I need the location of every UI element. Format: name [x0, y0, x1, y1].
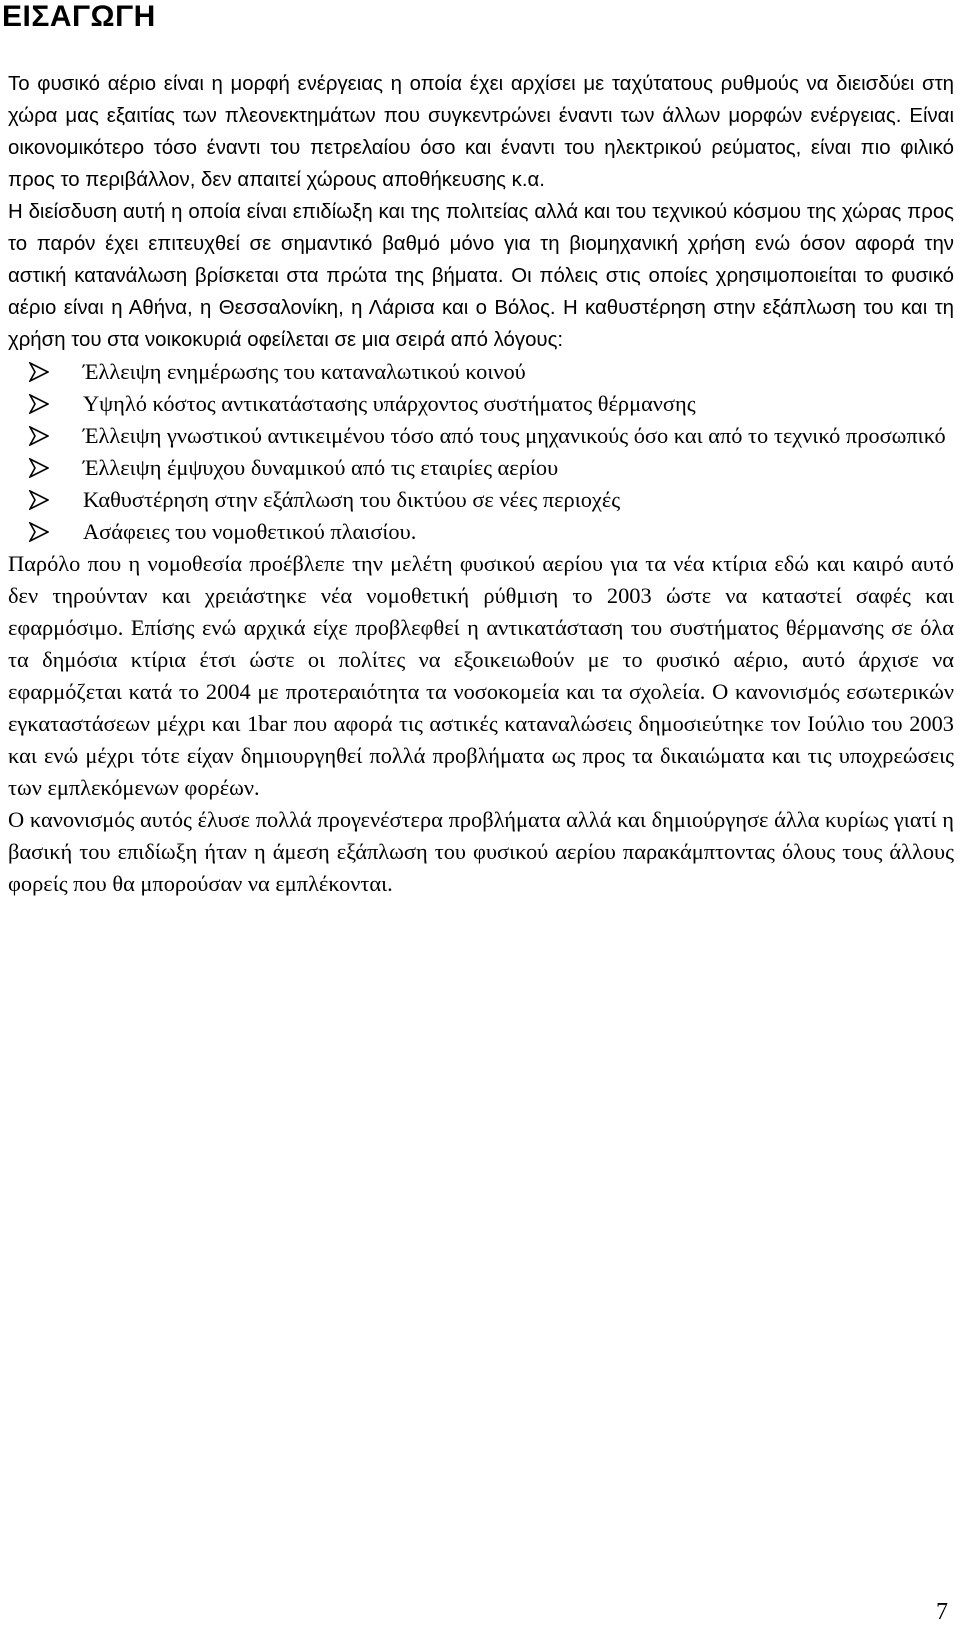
reasons-list	[8, 356, 954, 548]
arrowhead-bullet-icon	[29, 394, 49, 414]
list-item	[83, 452, 954, 484]
reason-text: Ασάφειες του νομοθετικού πλαισίου.	[83, 519, 417, 544]
document-body	[8, 68, 954, 900]
reason-text: Έλλειψη έμψυχου δυναμικού από τις εταιρίες αερίου	[83, 455, 559, 480]
regulation-paragraph: Ο κανονισμός αυτός έλυσε πολλά προγενέστερα προβλήματα αλλά και δημιούργησε άλλα κυρίως γιατί η βασική του επιδίωξη ήταν η άμεση εξάπλωση του φυσικού αερίου παρακάμπτοντας όλους τους άλλους φορείς που θα μπορούσαν να εμπλέκονται.	[8, 807, 954, 896]
arrowhead-bullet-icon	[29, 458, 49, 478]
penetration-paragraph: Η διείσδυση αυτή η οποία είναι επιδίωξη και της πολιτείας αλλά και του τεχνικού κόσμου της χώρας προς το παρόν έχει επιτευχθεί σε σημαντικό βαθμό μόνο για τη βιομηχανική χρήση ενώ όσον αφορά την αστική κατανάλωση βρίσκεται στα πρώτα της βήματα. Οι πόλεις στις οποίες χρησιμοποιείται το φυσικό αέριο είναι η Αθήνα, η Θεσσαλονίκη, η Λάρισα και ο Βόλος. Η καθυστέρηση στην εξάπλωση του και τη χρήση του στα νοικοκυριά οφείλεται σε μια σειρά από λόγους:	[8, 201, 954, 351]
page-title: ΕΙΣΑΓΩΓΗ	[2, 0, 156, 33]
reason-text: Έλλειψη ενημέρωσης του καταναλωτικού κοινού	[83, 359, 526, 384]
arrowhead-bullet-icon	[29, 522, 49, 542]
reason-text: Καθυστέρηση στην εξάπλωση του δικτύου σε νέες περιοχές	[83, 487, 621, 512]
arrowhead-bullet-icon	[29, 490, 49, 510]
arrowhead-bullet-icon	[29, 362, 49, 382]
list-item	[83, 420, 954, 452]
intro-paragraph: Το φυσικό αέριο είναι η μορφή ενέργειας η οποία έχει αρχίσει με ταχύτατους ρυθμούς να διεισδύει στη χώρα μας εξαιτίας των πλεονεκτημάτων που συγκεντρώνει έναντι των άλλων μορφών ενέργειας. Είναι οικονομικότερο τόσο έναντι του πετρελαίου όσο και έναντι του ηλεκτρικού ρεύματος, είναι πιο φιλικό προς το περιβάλλον, δεν απαιτεί χώρους αποθήκευσης κ.α.	[8, 73, 954, 191]
list-item	[83, 484, 954, 516]
list-item	[83, 388, 954, 420]
arrowhead-bullet-icon	[29, 426, 49, 446]
reason-text: Έλλειψη γνωστικού αντικειμένου τόσο από τους μηχανικούς όσο και από το τεχνικό προσωπικό	[83, 423, 946, 448]
reason-text: Υψηλό κόστος αντικατάστασης υπάρχοντος συστήματος θέρμανσης	[83, 391, 696, 416]
list-item	[83, 356, 954, 388]
list-item	[83, 516, 954, 548]
page-number: 7	[936, 1599, 948, 1625]
legislation-paragraph: Παρόλο που η νομοθεσία προέβλεπε την μελέτη φυσικού αερίου για τα νέα κτίρια εδώ και καιρό αυτό δεν τηρούνταν και χρειάστηκε νέα νομοθετική ρύθμιση το 2003 ώστε να καταστεί σαφές και εφαρμόσιμο. Επίσης ενώ αρχικά είχε προβλεφθεί η αντικατάσταση του συστήματος θέρμανσης σε όλα τα δημόσια κτίρια έτσι ώστε οι πολίτες να εξοικειωθούν με το φυσικό αέριο, αυτό άρχισε να εφαρμόζεται κατά το 2004 με προτεραιότητα τα νοσοκομεία και τα σχολεία. Ο κανονισμός εσωτερικών εγκαταστάσεων μέχρι και 1bar που αφορά τις αστικές καταναλώσεις δημοσιεύτηκε τον Ιούλιο του 2003 και ενώ μέχρι τότε είχαν δημιουργηθεί πολλά προβλήματα ως προς τα δικαιώματα και τις υποχρεώσεις των εμπλεκόμενων φορέων.	[8, 551, 954, 800]
